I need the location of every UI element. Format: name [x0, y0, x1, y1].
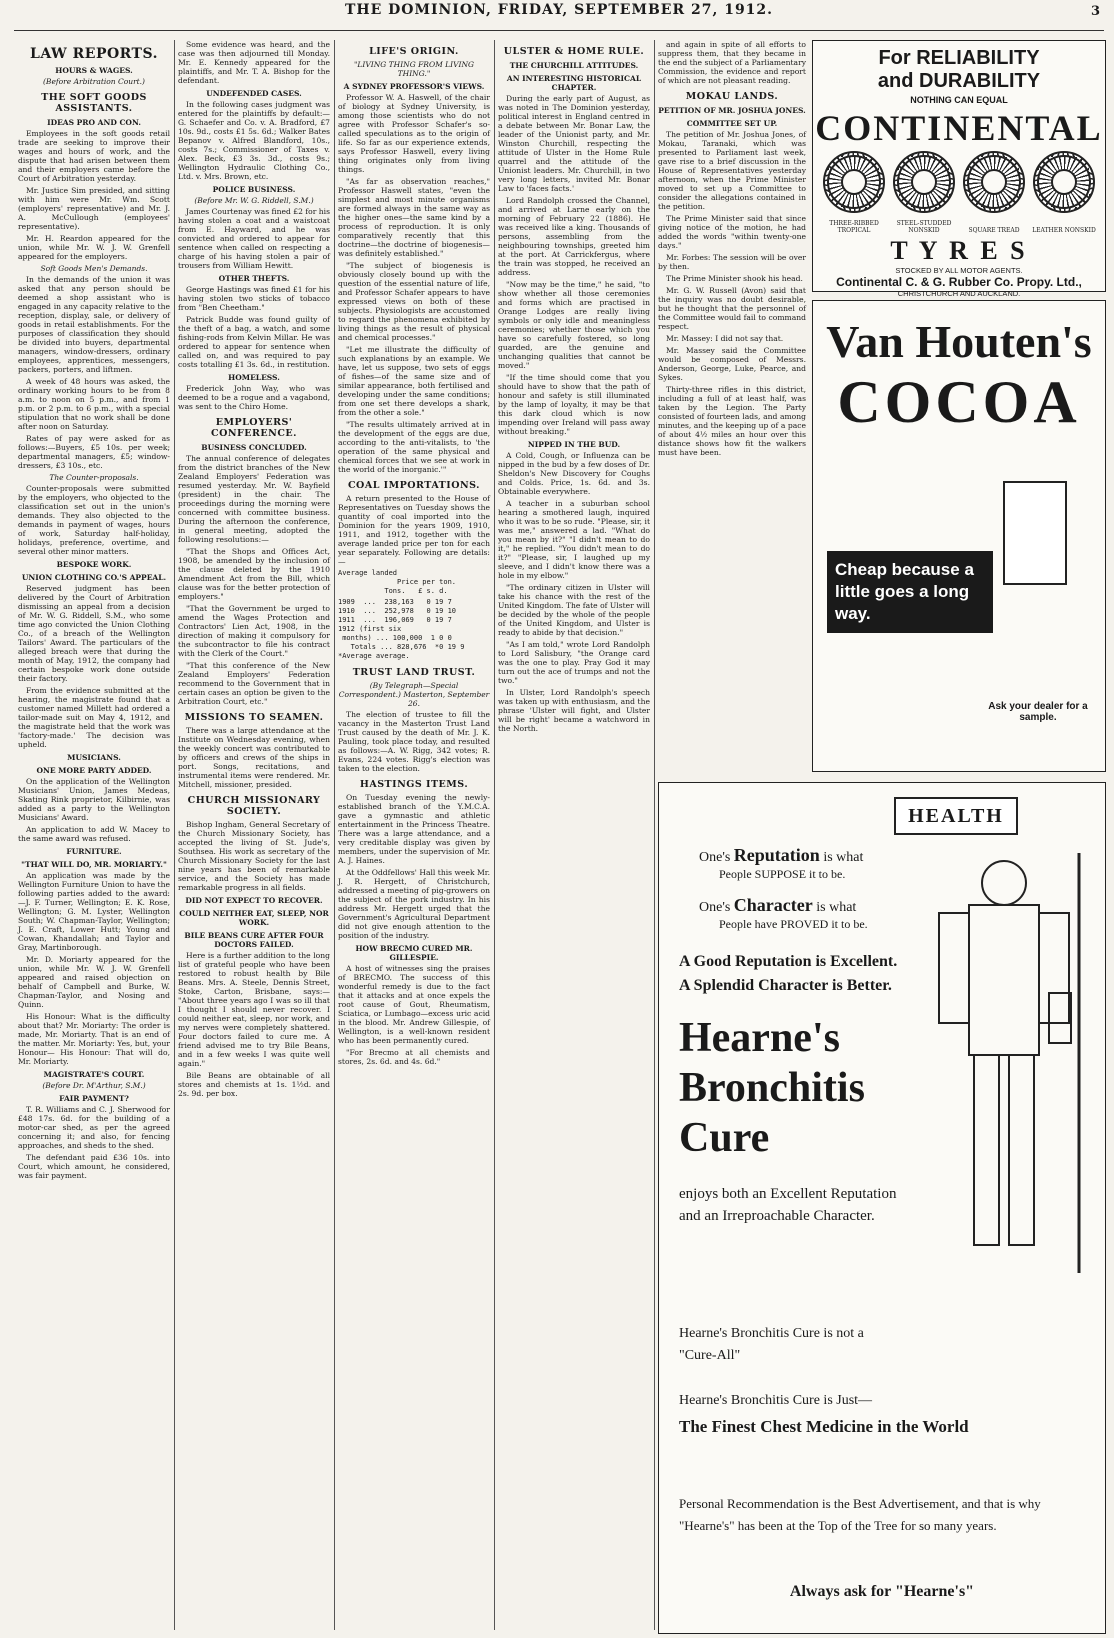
- paragraph: Mr. Justice Sim presided, and sitting with him were Mr. Wm. Scott (employers' representative) and Mr. J. A. McCullough (employees' representative).: [18, 186, 170, 231]
- paragraph: In Ulster, Lord Randolph's speech was taken up with enthusiasm, and the phrase 'Ulster will fight, and Ulster will be right' became a watchword in the North.: [498, 688, 650, 733]
- paragraph: Rates of pay were asked for as follows:—Buyers, £5 10s. per week; departmental managers, £5; window-dressers, £3 10s., etc.: [18, 434, 170, 470]
- paragraph: "For Brecmo at all chemists and stores, 2s. 6d. and 4s. 6d.": [338, 1048, 490, 1066]
- paragraph: The petition of Mr. Joshua Jones, of Mokau, Taranaki, which was presented to Parliament last week, gave rise to a brief discussion in the House of Representatives yesterday afternoon, when the Prime Minister moved to set up a Committee to consider the allegations contained in the petition.: [658, 130, 806, 211]
- paragraph: "As far as observation reaches," Professor Haswell states, "even the simplest and most minute organisms are formed always in the same way as the higher ones—the same kind by a process of reproduction. It is only comparatively recently that this doctrine—the doctrine of biogenesis—was definitely established.": [338, 177, 490, 258]
- homeless-heading: HOMELESS.: [228, 373, 280, 382]
- paragraph: Here is a further addition to the long list of grateful people who have been restored to robust health by Bile Beans. Mrs. A. Steele, Dennis Street, Stoke, Carton, Brisbane, says:— "About three years ago I was so ill that I thought I should never recover. I could neither eat, sleep, nor work, and my nerves were completely shattered. Four doctors failed to cure me. A friend advised me to try Bile Beans, and in a few weeks I was quite well again.": [178, 951, 330, 1068]
- paragraph: Bile Beans are obtainable of all stores and chemists at 1s. 1½d. and 2s. 9d. per box.: [178, 1071, 330, 1098]
- paragraph: During the early part of August, as was noted in The Dominion yesterday, political interest in England centred in a debate between Mr. Bonar Law, the leader of the Unionist party, and Mr. Winston Churchill, respecting the attitude of Ulster in the Home Rule quarrel and the attitude of the Unionist leaders. Mr. Churchill, in two very long letters, invited Mr. Bonar Law to 'faces facts.': [498, 94, 650, 193]
- column-lifes-origin: [338, 40, 490, 1630]
- tyre-icon: [823, 151, 885, 213]
- paragraph: A teacher in a suburban school hearing a smothered laugh, inquired who it was to be so rude. "Please, sir, it was me," answered a lad. "What do you mean by it?" "I didn't mean to do it," he replied. "You didn't mean to do it?" "Please, sir, I laughed up my sleeve, and I didn't know there was a hole in my elbow.": [498, 499, 650, 580]
- ad-text: People SUPPOSE it to be.: [719, 867, 846, 881]
- paragraph: "The subject of biogenesis is obviously closely bound up with the question of the essential nature of life, and Professor Schafer appears to have expressed views on both of these subjects. Physiologists are accustomed to regard the phenomena exhibited by living things as the result of physical and chemical processes.": [338, 261, 490, 342]
- paragraph: There was a large attendance at the Institute on Wednesday evening, when the weekly concert was contributed to by officers and crews of the ships in port. Songs, recitations, and instrumental items were rendered. Mr. Mitchell, missioner, presided.: [178, 726, 330, 789]
- tyre-icon: [893, 151, 955, 213]
- tyre-captions: [813, 217, 1105, 236]
- paragraph: In the demands of the union it was asked that any person should be deemed a shop assistant who is engaged in any capacity relative to the reception, display, sale, or delivery of goods in retail establishments. For the purposes of classification they should be divided into buyers, departmental managers, window-dressers, ordinary employees, apprentices, messengers, packers, porters, and liftmen.: [18, 275, 170, 374]
- bile-beans-heading: BILE BEANS CURE AFTER FOUR DOCTORS FAILED.: [184, 931, 324, 949]
- tyre-caption: THREE-RIBBED TROPICAL: [829, 220, 879, 234]
- paragraph: On Tuesday evening the newly-established branch of the Y.M.C.A. gave a gymnastic and athletic entertainment in the Princess Theatre. There was a large attendance, and a very creditable display was given by members, under the supervision of Mr. A. J. Haines.: [338, 793, 490, 865]
- ad-text: People have PROVED it to be.: [719, 917, 868, 931]
- tyre-caption: SQUARE TREAD: [968, 227, 1020, 234]
- column-rule: [334, 40, 335, 1630]
- paragraph: George Hastings was fined £1 for his having stolen two sticks of tobacco from "Ben Cheetham.": [178, 285, 330, 312]
- thefts-heading: OTHER THEFTS.: [218, 274, 290, 283]
- arbitration-court-label: (Before Arbitration Court.): [43, 77, 145, 86]
- hastings-heading: HASTINGS ITEMS.: [359, 779, 469, 790]
- ad-text: One's: [699, 850, 731, 865]
- subheading: Soft Goods Men's Demands.: [40, 264, 148, 273]
- paragraph: Patrick Budde was found guilty of the theft of a bag, a watch, and some fishing-rods from Kelvin Millar. He was ordered to appear for sentence when called on, and was required to pay costs totalling £1 3s. 6d., in restitution.: [178, 315, 330, 369]
- ad-text: Ask your dealer for a sample.: [988, 701, 1088, 723]
- undefended-heading: UNDEFENDED CASES.: [206, 89, 302, 98]
- paragraph: An application was made by the Wellington Furniture Union to have the following parties added to the award:—J. F. Turner, Wellington; E. K. Rose, Wellington; G. M. Lyster, Wellington South; W. Chapman-Taylor, Wellington; J. E. Craft, Lower Hutt; Young and Cowan, Khandallah; and Taylor and Gray, Martinborough.: [18, 871, 170, 952]
- paragraph: "The results ultimately arrived at in the development of the eggs are due, according to the anti-vitalists, to 'the operation of the same physical and chemical forces that we see at work in the world of the inorganic.'": [338, 420, 490, 474]
- lifes-origin-title: LIFE'S ORIGIN.: [369, 46, 459, 57]
- ad-text: One's: [699, 900, 731, 915]
- tyre-icon: [1033, 151, 1095, 213]
- paragraph: Reserved judgment has been delivered by the Court of Arbitration dismissing an appeal from a decision of Mr. W. G. Riddell, S.M., who some time ago convicted the Union Clothing Co., of a breach of the Wellington Tailors' Award. The particulars of the alleged breach were that during the month of May, 1912, the company had certain bespoke work done outside their factory.: [18, 584, 170, 683]
- paragraph: Thirty-three rifles in this district, including a full of at least half, was taken by the Legion. The Party consisted of fourteen lads, and among minutes, and the keeping up of a pace of about 4½ miles an hour over this distance shows how fit the walkers must have been.: [658, 385, 806, 457]
- column-courts: [178, 40, 330, 1630]
- ideas-heading: IDEAS PRO AND CON.: [47, 118, 141, 127]
- character-word: Character: [733, 895, 813, 915]
- tyre-icon: [963, 151, 1025, 213]
- page-number: 3: [1090, 4, 1100, 19]
- magistrate-label: (Before Dr. M'Arthur, S.M.): [42, 1081, 146, 1090]
- paragraph: The defendant paid £36 10s. into Court, which amount, he considered, was fair payment.: [18, 1153, 170, 1180]
- reputation-word: Reputation: [733, 845, 820, 865]
- bespoke-heading: BESPOKE WORK.: [56, 560, 132, 569]
- ad-headline: For RELIABILITY: [878, 47, 1040, 69]
- cocoa-tin-icon: [1003, 481, 1067, 585]
- paragraph: Mr. Forbes: The session will be over by then.: [658, 253, 806, 271]
- ad-text: Hearne's Bronchitis Cure is Just—: [679, 1393, 873, 1408]
- paragraph: "That the Shops and Offices Act, 1908, be amended by the inclusion of the clause deleted by the 1910 Amendment Act from the Bill, which clause was for the better protection of employers.": [178, 547, 330, 601]
- musicians-heading: MUSICIANS.: [67, 753, 121, 762]
- paragraph: Some evidence was heard, and the case was then adjourned till Monday. Mr. E. Kennedy appeared for the plaintiffs, and Mr. T. A. Bishop for the defendant.: [178, 40, 330, 85]
- paragraph: "Now may be the time," he said, "to show whether all those ceremonies and forms which are practised in Orange Lodges are really living symbols or only idle and meaningless ceremonies; whether those which you have so carefully fostered, so long guarded, are the genuine and unchanging qualities that cannot be moved.": [498, 280, 650, 370]
- tyre-caption: STEEL-STUDDED NONSKID: [896, 220, 952, 234]
- van-houtens-cocoa-ad: [812, 300, 1106, 772]
- ad-text: is what: [823, 850, 864, 865]
- paragraph: Employees in the soft goods retail trade are seeking to improve their wages and hours of work, and the dispute that had arisen between them and their employers came before the Court of Arbitration yesterday.: [18, 129, 170, 183]
- dateline: (By Telegraph—Special Correspondent.) Masterton, September 26.: [338, 681, 490, 708]
- paragraph: Mr. Massey said the Committee would be composed of Messrs. Anderson, George, Luke, Pearce, and Sykes.: [658, 346, 806, 382]
- nipped-heading: NIPPED IN THE BUD.: [527, 440, 621, 449]
- cocoa-word: COCOA: [837, 369, 1081, 435]
- missions-heading: MISSIONS TO SEAMEN.: [184, 712, 324, 723]
- brecmo-heading: HOW BRECMO CURED MR. GILLESPIE.: [355, 944, 473, 962]
- paragraph: An application to add W. Macey to the same award was refused.: [18, 825, 170, 843]
- paragraph: The annual conference of delegates from the district branches of the New Zealand Employers' Federation was resumed yesterday. Mr. W. Bayfield (president) in the chair. The proceedings during the morning were concerned with committee business. During the afternoon the conference, in general meeting, adopted the following resolutions:—: [178, 454, 330, 544]
- paragraph: The election of trustee to fill the vacancy in the Masterton Trust Land Trust caused by the death of Mr. J. K. Pauling, took place today, and resulted as follows:—A. W. Rigg, 342 votes; R. Evans, 224 votes. Rigg's election was taken to the election.: [338, 710, 490, 773]
- coal-table: 1909 ... 238,163 0 19 7 1910 ... 252,978 0 19 10 1911 ... 196,069 0 19 7 1912 (first six months) ... 100,000 1 0 0 Totals ... 828,676 *0 19 9 *Average average.: [338, 598, 465, 660]
- paragraph: Mr. H. Reardon appeared for the union, while Mr. W. J. W. Grenfell appeared for the employers.: [18, 234, 170, 261]
- always-ask-line: Always ask for "Hearne's": [789, 1583, 975, 1600]
- soft-goods-heading: THE SOFT GOODS ASSISTANTS.: [41, 92, 147, 114]
- subheading: AN INTERESTING HISTORICAL CHAPTER.: [506, 74, 642, 92]
- business-heading: BUSINESS CONCLUDED.: [201, 443, 307, 452]
- coal-table-header: Average landed Price per ton. Tons. £ s. d.: [338, 569, 457, 595]
- continental-logo: CONTINENTAL: [815, 108, 1103, 148]
- furniture-heading: FURNITURE.: [66, 847, 122, 856]
- paragraph: A return presented to the House of Representatives on Tuesday shows the quantity of coal imported into the Dominion for the years 1909, 1910, 1911, and 1912, together with the average landed price per ton for each year separately. Following are details:—: [338, 494, 490, 566]
- union-clothing-heading: UNION CLOTHING CO.'S APPEAL.: [21, 573, 167, 582]
- moriarty-heading: "THAT WILL DO, MR. MORIARTY.": [21, 860, 167, 869]
- coal-heading: COAL IMPORTATIONS.: [347, 480, 480, 491]
- ad-headline: and DURABILITY: [877, 70, 1041, 92]
- continental-tyres-ad: [812, 40, 1106, 298]
- cocoa-tagline: Cheap because a little goes a long way.: [827, 551, 993, 633]
- paragraph: T. R. Williams and C. J. Sherwood for £48 17s. 6d. for the building of a motor-car shed, as per the agreed concerning it; and also, for fencing approaches, and sheds to the shed.: [18, 1105, 170, 1150]
- subheading: The Counter-proposals.: [49, 473, 139, 482]
- ad-text: CHRISTCHURCH AND AUCKLAND.: [897, 289, 1021, 298]
- ulster-title: ULSTER & HOME RULE.: [503, 46, 645, 57]
- paragraph: and again in spite of all efforts to suppress them, that they became in the end the subject of a Parliamentary Commission, the evidence and report of which are not pleasant reading.: [658, 40, 806, 85]
- paragraph: Counter-proposals were submitted by the employers, who objected to the classification set out in the union's demands. They also objected to the demands in payment of wages, hours of work, Saturday half-holiday, holidays, preference, overtime, and several other minor matters.: [18, 484, 170, 556]
- paragraph: At the Oddfellows' Hall this week Mr. J. R. Hergett, of Christchurch, addressed a meeting of pig-growers on the subject of the pork industry. In his address Mr. Hergett urged that the Government's Agricultural Department did not give enough attention to the position of the industry.: [338, 868, 490, 940]
- law-reports-title: LAW REPORTS.: [30, 46, 158, 62]
- tyre-caption: LEATHER NONSKID: [1032, 227, 1096, 234]
- masthead-title: THE DOMINION, FRIDAY, SEPTEMBER 27, 1912.: [344, 2, 774, 18]
- van-houtens-logo: Van Houten's: [826, 316, 1092, 367]
- ad-text: Personal Recommendation is the Best Advertisement, and that is why "Hearne's" has been at the Top of the Tree for so many years.: [679, 1496, 1041, 1533]
- paragraph: A Cold, Cough, or Influenza can be nipped in the bud by a few doses of Dr. Sheldon's New Discovery for Coughs and Colds. Price, 1s. 6d. and 3s. Obtainable everywhere.: [498, 451, 650, 496]
- subheading: A SYDNEY PROFESSOR'S VIEWS.: [343, 82, 485, 91]
- ad-text: NOTHING CAN EQUAL: [910, 95, 1008, 105]
- paragraph: Lord Randolph crossed the Channel, and arrived at Larne early on the morning of February 22 (1886). He was received like a king. Thousands of persons, assembling from the neighbouring townships, greeted him at the port. At Carrickfergus, where the train was stopped, he received an address.: [498, 196, 650, 277]
- hours-wages-heading: HOURS & WAGES.: [55, 66, 133, 75]
- paragraph: "If the time should come that you should have to show that the path of honour and safety is still illuminated by the lamp of loyalty, it may be that this dark cloud which is now impending over Ireland will pass away without breaking.": [498, 373, 650, 436]
- paragraph: His Honour: What is the difficulty about that? Mr. Moriarty: The order is made, Mr. Moriarty. That is an end of the matter. Mr. Moriarty: Yes, but, your Honour— His Honour: That will do, Mr. Moriarty.: [18, 1012, 170, 1066]
- good-reputation-line: A Good Reputation is Excellent.: [679, 953, 898, 970]
- police-label: (Before Mr. W. G. Riddell, S.M.): [194, 196, 314, 205]
- church-heading: CHURCH MISSIONARY SOCIETY.: [187, 795, 321, 817]
- paragraph: Frederick John Way, who was deemed to be a rogue and a vagabond, was sent to the Chiro Home.: [178, 384, 330, 411]
- subheading: THE CHURCHILL ATTITUDES.: [509, 61, 639, 70]
- petition-heading: PETITION OF MR. JOSHUA JONES.: [658, 106, 806, 115]
- paragraph: A week of 48 hours was asked, the ordinary working hours to be from 8 a.m. to noon on 5 p.m., and from 1 p.m. or 2 p.m. to 6 p.m., with a special stipulation that no work shall be done after noon on Saturday.: [18, 377, 170, 431]
- column-mokau: [658, 40, 806, 810]
- paragraph: Bishop Ingham, General Secretary of the Church Missionary Society, has accepted the living of St. Jude's, Southsea. His work as secretary of the Church Missionary Society for the last nine years has been of remarkable service, and the Society has made remarkable progress in all fields.: [178, 820, 330, 892]
- reputation-line: [699, 845, 863, 866]
- hearnes-product-name: Hearne's Bronchitis Cure: [679, 1015, 865, 1161]
- paragraph: "That this conference of the New Zealand Employers' Federation recommend to the Government that in certain cases an option be given to the Arbitration Court, etc.": [178, 661, 330, 706]
- one-more-party-heading: ONE MORE PARTY ADDED.: [36, 766, 152, 775]
- paragraph: The Prime Minister shook his head.: [666, 274, 803, 283]
- column-law-reports: [18, 40, 170, 1630]
- fair-payment-heading: FAIR PAYMENT?: [59, 1094, 129, 1103]
- paragraph: On the application of the Wellington Musicians' Union, James Medeas, Skating Rink proprietor, Kilbirnie, was added as a party to the Wellington Musicians' Award.: [18, 777, 170, 822]
- paragraph: Mr. Massey: I did not say that.: [666, 334, 784, 343]
- trust-heading: TRUST LAND TRUST.: [352, 667, 476, 678]
- paragraph: A host of witnesses sing the praises of BRECMO. The success of this wonderful remedy is due to the fact that it attacks and at once expels the root cause of Gout, Rheumatism, Sciatica, or Lumbago—excess uric acid in the blood. Mr. Andrew Gillespie, of Wellington, is a well-known resident who has been permanently cured.: [338, 964, 490, 1045]
- health-banner: HEALTH: [894, 797, 1018, 835]
- column-rule: [174, 40, 175, 1630]
- column-rule: [654, 40, 655, 1630]
- ad-text: enjoys both an Excellent Reputation and an Irreproachable Character.: [679, 1186, 897, 1224]
- column-ulster: [498, 40, 650, 1630]
- paragraph: Mr. D. Moriarty appeared for the union, while Mr. W. J. W. Grenfell appeared and raised objection on behalf of Campbell and Burke, W. Chapman-Taylor, and Nosing and Quinn.: [18, 955, 170, 1009]
- tyres-word: T Y R E S: [890, 236, 1028, 265]
- paragraph: "That the Government be urged to amend the Wages Protection and Contractors' Lien Act, 1908, in the direction of making it compulsory for the subcontractor to file his contract with the Clerk of the Court.": [178, 604, 330, 658]
- committee-heading: COMMITTEE SET UP.: [686, 119, 778, 128]
- tyre-images: [813, 151, 1105, 217]
- employers-heading: EMPLOYERS' CONFERENCE.: [211, 417, 297, 439]
- mokau-heading: MOKAU LANDS.: [685, 91, 779, 102]
- paragraph: "Let me illustrate the difficulty of such explanations by an example. We have, let us suppose, two sets of eggs of fishes—of the same size and of similar appearance, both fertilised and developing under the same conditions; from one set there develops a shark, from the other a sole.": [338, 345, 490, 417]
- paragraph: "The ordinary citizen in Ulster will take his chance with the rest of the United Kingdom. The fate of Ulster will be decided by the whole of the people of the United Kingdom, and Ulster is ready to abide by that decision.": [498, 583, 650, 637]
- subheading: "LIVING THING FROM LIVING THING.": [353, 60, 475, 78]
- knight-illustration: [909, 843, 1099, 1283]
- column-rule: [494, 40, 495, 1630]
- magistrates-court-heading: MAGISTRATE'S COURT.: [43, 1070, 145, 1079]
- ad-text: Hearne's Bronchitis Cure is not a "Cure-All": [679, 1326, 864, 1363]
- paragraph: Professor W. A. Haswell, of the chair of biology at Sydney University, is among those scientists who do not agree with Professor Schafer's so-called speculations as to the origin of life. So far as our experience extends, says Professor Haswell, every living thing originates only from living things.: [338, 93, 490, 174]
- paragraph: The Prime Minister said that since giving notice of the motion, he had added the words "within twenty-one days.": [658, 214, 806, 250]
- splendid-character-line: A Splendid Character is Better.: [679, 977, 892, 994]
- ad-text: STOCKED BY ALL MOTOR AGENTS.: [895, 266, 1023, 275]
- paragraph: From the evidence submitted at the hearing, the magistrate found that a customer named Millett had ordered a tailor-made suit on May 4, 1912, and the magistrate held that the work was 'factory-made.' The decision was upheld.: [18, 686, 170, 749]
- could-heading: COULD NEITHER EAT, SLEEP, NOR WORK.: [179, 909, 329, 927]
- ad-text: is what: [816, 900, 857, 915]
- finest-chest-medicine: The Finest Chest Medicine in the World: [679, 1417, 969, 1436]
- not-expect-heading: DID NOT EXPECT TO RECOVER.: [185, 896, 323, 905]
- paragraph: Mr. G. W. Russell (Avon) said that the inquiry was no doubt desirable, but he thought that the personnel of the Committee would fail to command respect.: [658, 286, 806, 331]
- company-name: Continental C. & G. Rubber Co. Propy. Ltd.,: [836, 275, 1082, 289]
- paragraph: In the following cases judgment was entered for the plaintiffs by default:—G. Schaefer and Co. v. A. Bradford, £7 10s. 9d., costs £1 5s. 6d.; Walker Bates Bepanov v. Alfred Blandford, 10s., costs 7s.; Commissioner of Taxes v. Alex. Beck, £3 3s. 3d., costs 9s.; Wellington Hydraulic Clothing Co., Ltd. v. Mrs. Brown, etc.: [178, 100, 330, 181]
- paragraph: James Courtenay was fined £2 for his having stolen a coat and a waistcoat from E. Hayward, and he was convicted and ordered to appear for sentence when called on respecting a charge of his having stolen a pair of trousers from William Hewitt.: [178, 207, 330, 270]
- paragraph: "As I am told," wrote Lord Randolph to Lord Salisbury, "the Orange card was the one to play. Pray God it may turn out the ace of trumps and not the two.": [498, 640, 650, 685]
- police-heading: POLICE BUSINESS.: [212, 185, 296, 194]
- hearnes-bronchitis-ad: [658, 782, 1106, 1634]
- masthead: [14, 0, 1104, 31]
- character-line: [699, 895, 856, 916]
